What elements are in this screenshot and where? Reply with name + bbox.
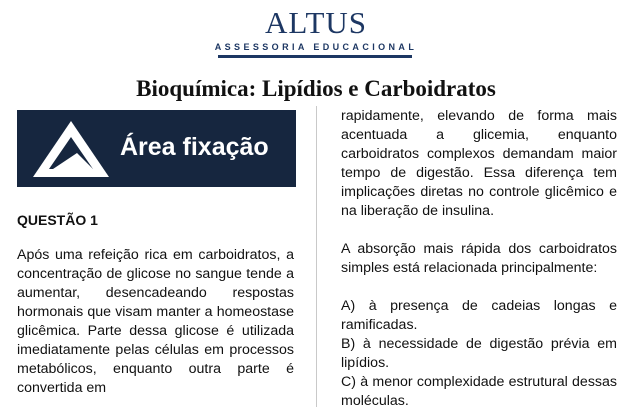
option-a: A) à presença de cadeias longas e ramificadas. — [341, 298, 617, 333]
banner-label: Área fixação — [120, 133, 269, 161]
page-title: Bioquímica: Lipídios e Carboidratos — [136, 76, 496, 101]
brand-name: ALTUS — [264, 5, 368, 40]
triangle-logo-icon — [31, 119, 111, 179]
question-prompt: A absorção mais rápida dos carboidratos simples está relacionada principalmente: — [341, 241, 617, 276]
brand-tagline: ASSESSORIA EDUCACIONAL — [214, 42, 418, 52]
question-paragraph-part2: rapidamente, elevando de forma mais acentuada a glicemia, enquanto carboidratos complexos demandam maior tempo de digestão. Essa diferença tem implicações diretas no controle glicêmico e na liberação de insulina. — [341, 108, 617, 219]
left-column — [17, 246, 294, 398]
area-fixacao-banner — [17, 110, 296, 187]
right-column — [341, 107, 617, 411]
option-c: C) à menor complexidade estrutural dessas moléculas. — [341, 374, 617, 409]
brand-underline — [218, 55, 412, 58]
brand-logo — [0, 6, 632, 40]
option-b: B) à necessidade de digestão prévia em lipídios. — [341, 336, 617, 371]
column-divider — [316, 106, 317, 407]
question-paragraph-part1: Após uma refeição rica em carboidratos, a concentração de glicose no sangue tende a aumentar, desencadeando respostas hormonais que visam manter a homeostase glicêmica. Parte dessa glicose é utilizada imediatamente pelas células em processos metabólicos, enquanto outra parte é convertida em — [17, 247, 294, 396]
question-label: QUESTÃO 1 — [17, 212, 98, 228]
